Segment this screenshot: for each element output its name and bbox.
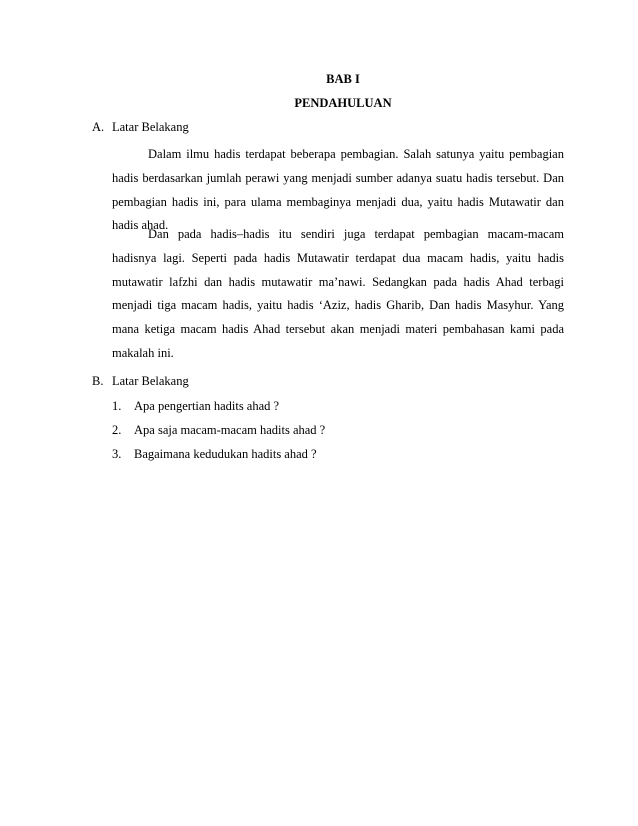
- section-a-title: Latar Belakang: [112, 120, 189, 134]
- list-item: [112, 418, 325, 442]
- list-item-number: 3.: [112, 447, 122, 461]
- list-item-text: Apa pengertian hadits ahad ?: [134, 399, 280, 413]
- list-item: [112, 442, 325, 466]
- section-a-heading: [92, 120, 189, 135]
- list-item-number: 2.: [112, 423, 122, 437]
- section-a-marker: A.: [92, 120, 105, 134]
- chapter-number: BAB I: [326, 72, 360, 86]
- paragraph-2: Dan pada hadis–hadis itu sendiri juga terdapat pembagian macam-macam hadisnya lagi. Seperti pada hadis Mutawatir terdapat dua macam hadis, yaitu hadis mutawatir lafzhi dan hadis mutawatir ma’nawi. Sedangkan pada hadis Ahad terbagi menjadi tiga macam hadis, yaitu hadis ‘Aziz, hadis Gharib, Dan hadis Masyhur. Yang mana ketiga macam hadis Ahad tersebut akan menjadi materi pembahasan kami pada makalah ini.: [112, 227, 564, 360]
- list-item-text: Bagaimana kedudukan hadits ahad ?: [134, 447, 317, 461]
- section-b-title: Latar Belakang: [112, 374, 189, 388]
- list-item-number: 1.: [112, 399, 122, 413]
- question-list: [112, 394, 325, 466]
- list-item-text: Apa saja macam-macam hadits ahad ?: [134, 423, 326, 437]
- chapter-title: PENDAHULUAN: [294, 96, 392, 110]
- paragraph-1: Dalam ilmu hadis terdapat beberapa pembagian. Salah satunya yaitu pembagian hadis berdasarkan jumlah perawi yang menjadi sumber adanya suatu hadis tersebut. Dan pembagian hadis ini, para ulama membaginya menjadi dua, yaitu hadis Mutawatir dan hadis ahad.: [112, 147, 564, 233]
- section-b-marker: B.: [92, 374, 104, 388]
- section-b-heading: [92, 374, 189, 389]
- list-item: [112, 394, 325, 418]
